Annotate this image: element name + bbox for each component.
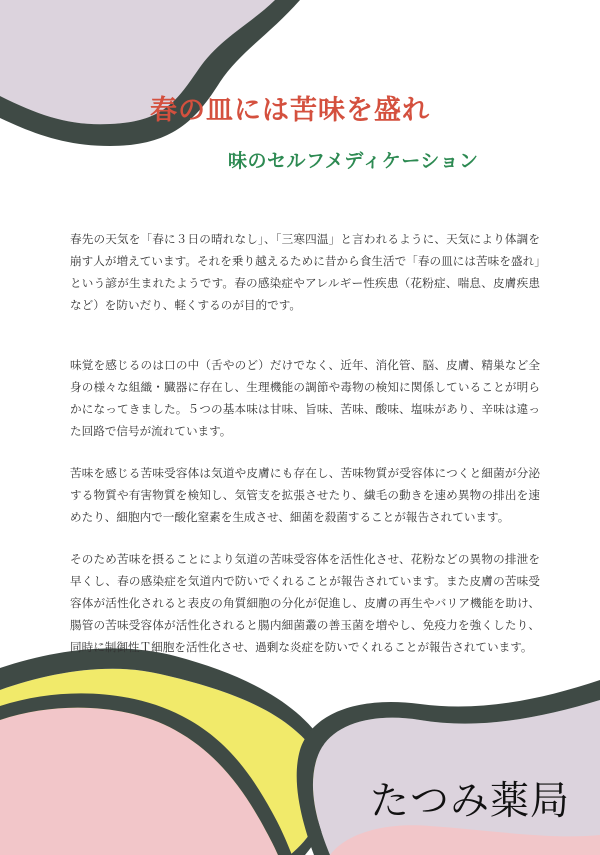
page-title: 春の皿には苦味を盛れ: [150, 95, 430, 126]
page-subtitle: 味のセルフメディケーション: [228, 150, 479, 172]
paragraph-taste-organs: 味覚を感じるのは口の中（舌やのど）だけでなく、近年、消化管、脳、皮膚、精巣など全身の様々な組織・臓器に存在し、生理機能の調節や毒物の検知に関係していることが明らかになってきました。５つの基本味は甘味、旨味、苦味、酸味、塩味があり、辛味は違った回路で信号が流れています。: [70, 358, 540, 438]
paragraph-bitter-effects: そのため苦味を摂ることにより気道の苦味受容体を活性化させ、花粉などの異物の排泄を早くし、春の感染症を気道内で防いでくれることが報告されています。また皮膚の苦味受容体が活性化されると表皮の角質細胞の分化が促進し、皮膚の再生やバリア機能を助け、腸管の苦味受容体が活性化されると腸内細菌叢の善玉菌を増やし、免疫力を強くしたり、同時に制御性Ｔ細胞を活性化させ、過剰な炎症を防いでくれることが報告されています。: [70, 552, 540, 654]
article-body: [70, 228, 540, 678]
paragraph-bitter-receptors: 苦味を感じる苦味受容体は気道や皮膚にも存在し、苦味物質が受容体につくと細菌が分泌する物質や有害物質を検知し、気管支を拡張させたり、繊毛の動きを速め異物の排出を速めたり、細胞内で一酸化窒素を生成させ、細菌を殺菌することが報告されています。: [70, 466, 540, 524]
pharmacy-brand: たつみ薬局: [369, 779, 570, 824]
paragraph-intro: 春先の天気を「春に３日の晴れなし」、「三寒四温」と言われるように、天気により体調を崩す人が増えています。それを乗り越えるために昔から食生活で「春の皿には苦味を盛れ」という諺が生まれたようです。春の感染症やアレルギー性疾患（花粉症、喘息、皮膚疾患など）を防いだり、軽くするのが目的です。: [70, 232, 540, 312]
